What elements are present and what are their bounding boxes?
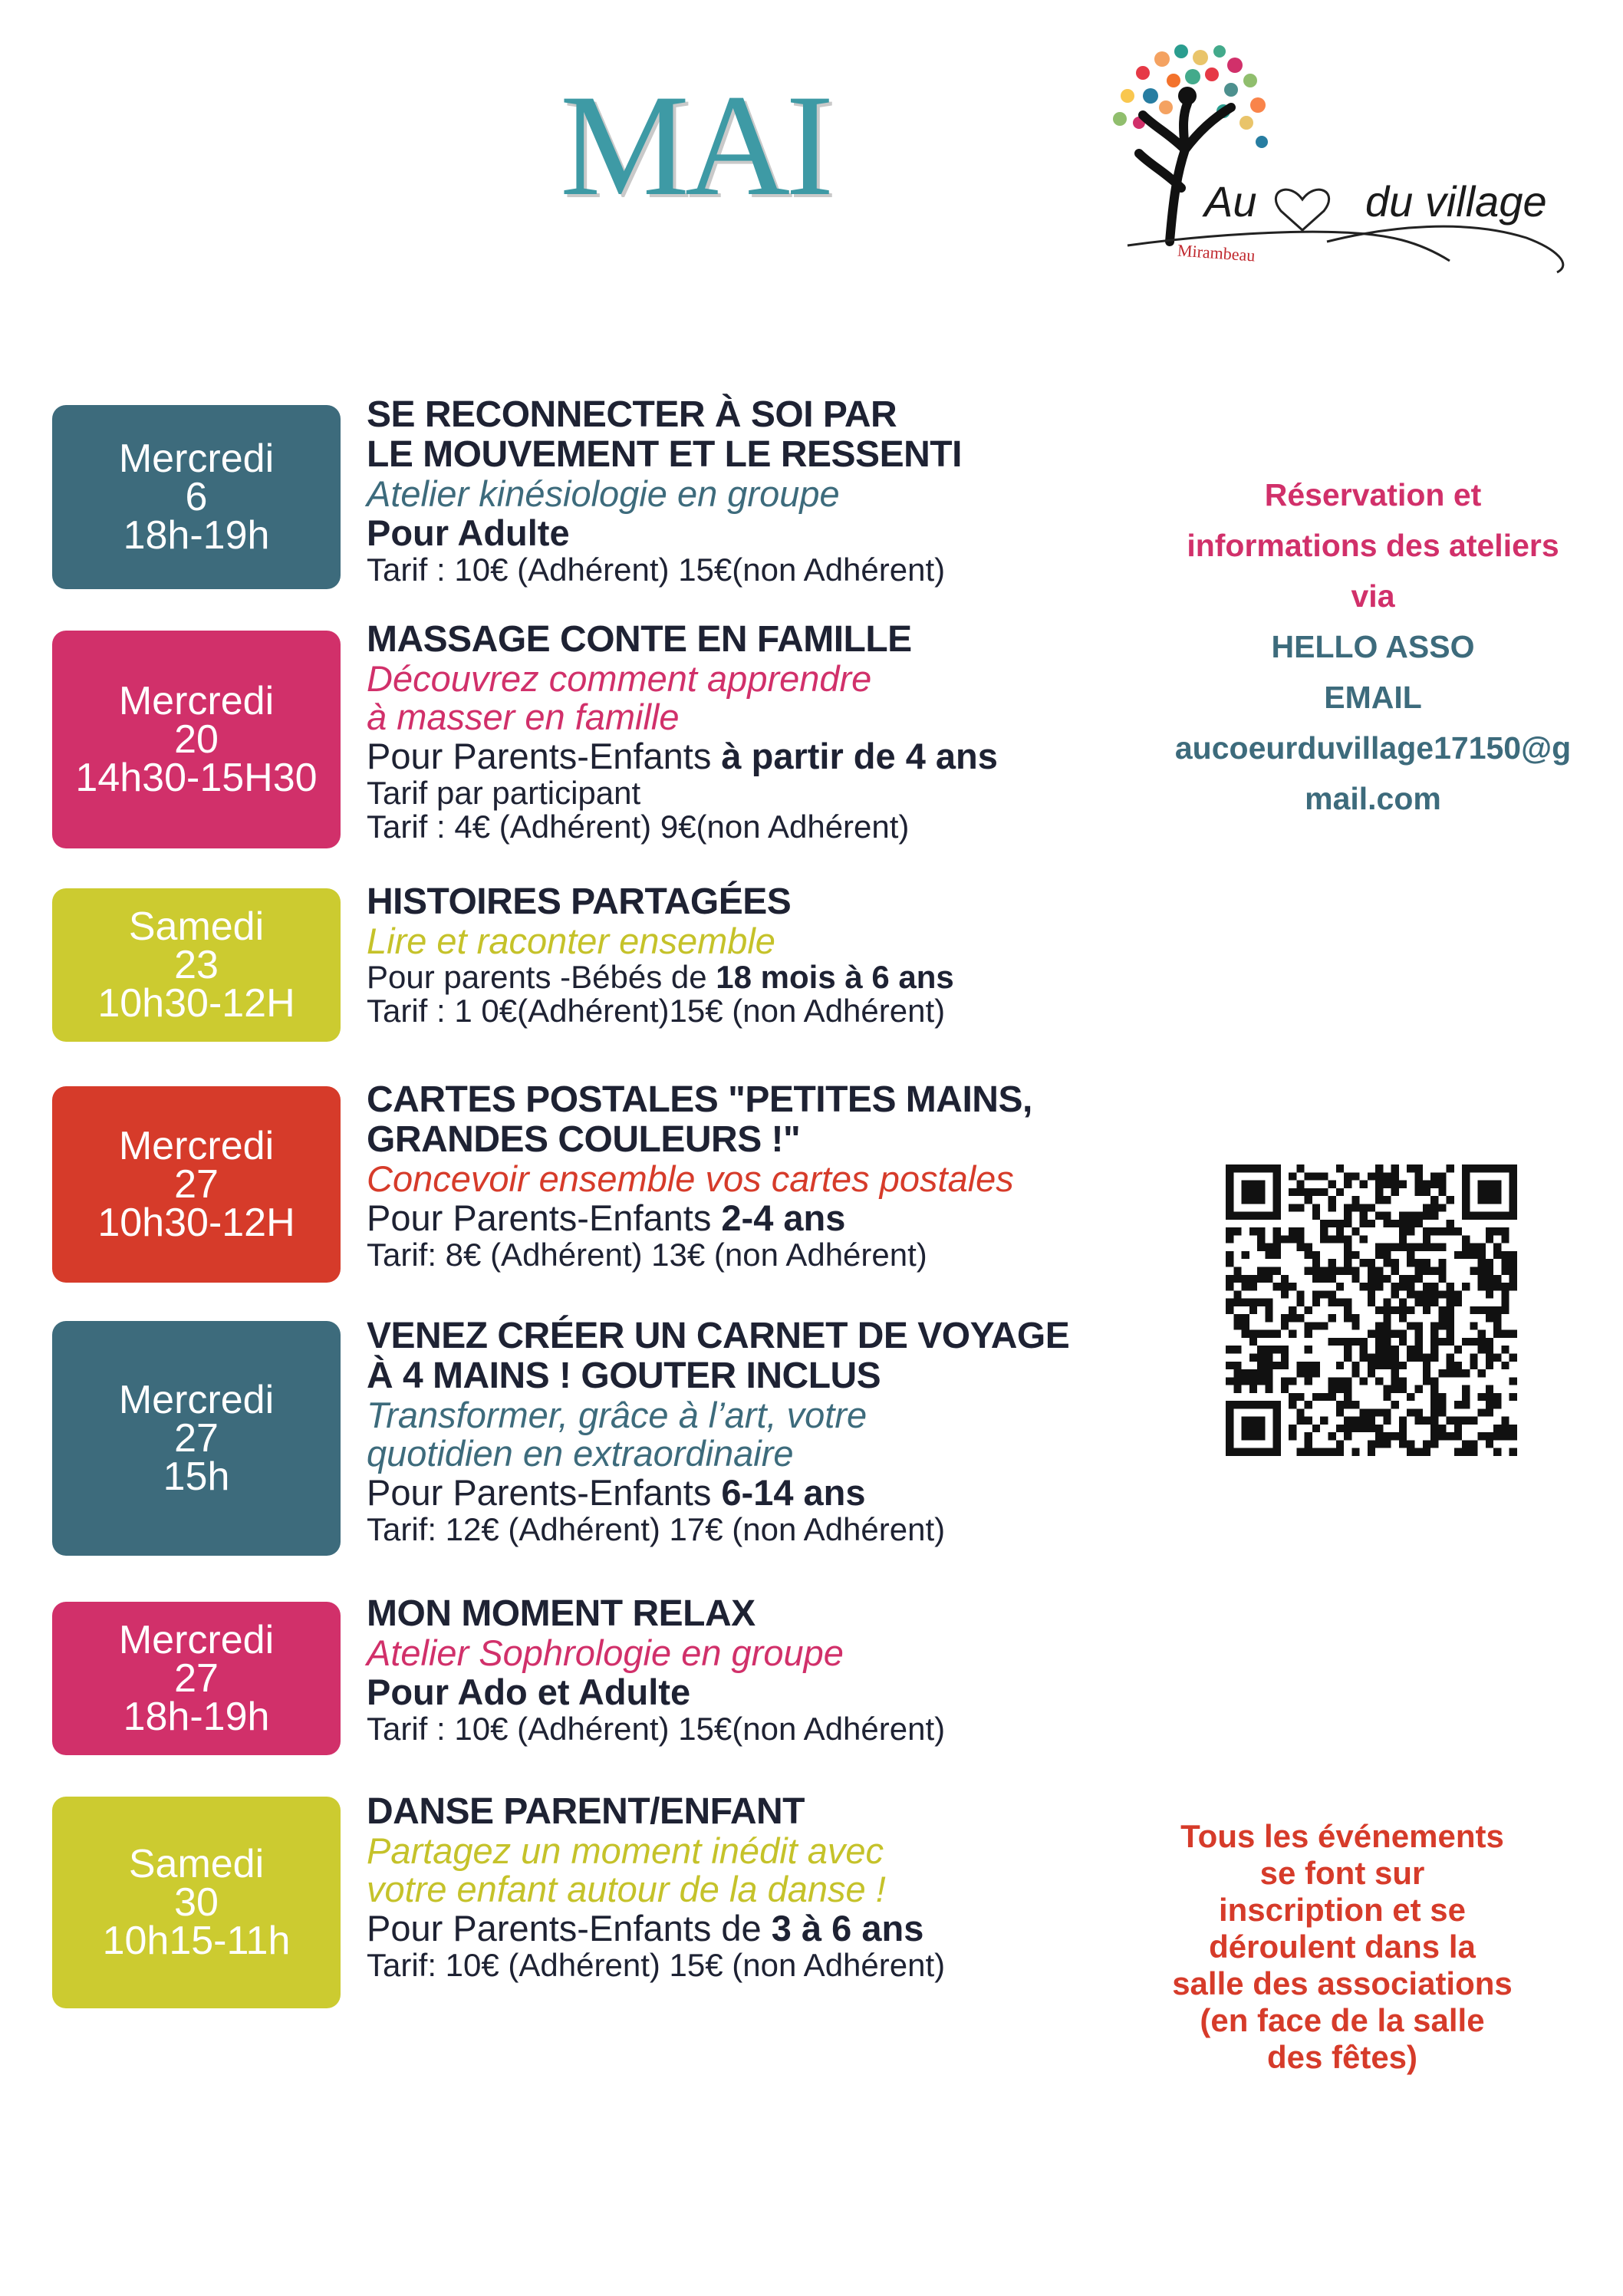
event-audience: Pour Parents-Enfants à partir de 4 ans: [367, 736, 998, 776]
event-title: GRANDES COULEURS !": [367, 1119, 801, 1160]
event-details: [367, 1792, 1180, 1982]
event-title: SE RECONNECTER À SOI PAR: [367, 394, 897, 435]
contact-line: HELLO ASSO: [1271, 629, 1475, 664]
event-details: [367, 620, 1180, 844]
event-date: 30: [174, 1880, 219, 1925]
month-title: MAI: [560, 65, 830, 226]
note-line: se font sur: [1259, 1855, 1425, 1891]
event-audience: Pour Parents-Enfants de 3 à 6 ans: [367, 1908, 924, 1948]
note-line: déroulent dans la: [1209, 1929, 1476, 1965]
event-subtitle: Concevoir ensemble vos cartes postales: [367, 1158, 1014, 1199]
event-title: MON MOMENT RELAX: [367, 1593, 756, 1634]
event-details: [367, 882, 1180, 1028]
event-audience: Pour parents -Bébés de 18 mois à 6 ans: [367, 959, 954, 995]
event-time: 15h: [163, 1454, 230, 1499]
event-tarif: Tarif : 1 0€(Adhérent)15€ (non Adhérent): [367, 993, 946, 1029]
qr-code-icon: [1226, 1164, 1517, 1456]
event-tarif: Tarif par participant: [367, 775, 641, 811]
event-details: [367, 1316, 1180, 1547]
note-line: (en face de la salle: [1200, 2002, 1485, 2038]
event-title: LE MOUVEMENT ET LE RESSENTI: [367, 434, 962, 475]
logo-text-village: du village: [1365, 177, 1547, 226]
event-audience: Pour Parents-Enfants 2-4 ans: [367, 1197, 846, 1238]
event-time: 18h-19h: [123, 1695, 270, 1739]
email-address-cont[interactable]: mail.com: [1305, 781, 1441, 816]
event-time: 10h15-11h: [102, 1919, 291, 1963]
note-line: des fêtes): [1266, 2039, 1418, 2075]
tree-icon: [1097, 42, 1588, 288]
reservation-line: informations des ateliers: [1187, 528, 1559, 563]
event-tarif: Tarif: 12€ (Adhérent) 17€ (non Adhérent): [367, 1511, 946, 1547]
event-tarif: Tarif: 8€ (Adhérent) 13€ (non Adhérent): [367, 1237, 927, 1273]
event-time: 18h-19h: [123, 513, 270, 558]
event-details: [367, 395, 1180, 587]
event-details: [367, 1594, 1180, 1746]
event-time: 10h30-12H: [97, 1201, 295, 1245]
event-subtitle: votre enfant autour de la danse !: [367, 1869, 886, 1909]
event-day: Mercredi: [118, 1618, 275, 1662]
event-date-badge: [52, 888, 341, 1042]
note-line: Tous les événements: [1180, 1818, 1504, 1854]
event-title: VENEZ CRÉER UN CARNET DE VOYAGE: [367, 1316, 1070, 1356]
event-day: Mercredi: [118, 1378, 275, 1422]
event-day: Samedi: [128, 904, 265, 949]
event-subtitle: quotidien en extraordinaire: [367, 1433, 794, 1474]
event-date-badge: [52, 1321, 341, 1556]
event-date: 27: [174, 1656, 219, 1701]
event-day: Mercredi: [118, 436, 275, 481]
note-line: salle des associations: [1172, 1965, 1513, 2001]
event-date-badge: [52, 405, 341, 589]
event-subtitle: Découvrez comment apprendre: [367, 658, 872, 699]
note-line: inscription et se: [1218, 1892, 1467, 1928]
event-audience: Pour Parents-Enfants 6-14 ans: [367, 1472, 866, 1513]
logo-town: Mirambeau: [1177, 240, 1256, 265]
event-tarif: Tarif: 10€ (Adhérent) 15€ (non Adhérent): [367, 1947, 946, 1983]
event-audience: Pour Adulte: [367, 512, 570, 553]
contact-line: EMAIL: [1324, 680, 1422, 715]
event-time: 10h30-12H: [97, 981, 295, 1026]
event-title: MASSAGE CONTE EN FAMILLE: [367, 619, 912, 660]
logo-text-au: Au: [1204, 177, 1257, 226]
event-subtitle: à masser en famille: [367, 697, 680, 737]
event-tarif: Tarif : 4€ (Adhérent) 9€(non Adhérent): [367, 809, 910, 845]
event-subtitle: Atelier kinésiologie en groupe: [367, 473, 840, 514]
reservation-info: [1151, 469, 1595, 824]
event-audience: Pour Ado et Adulte: [367, 1672, 691, 1712]
event-subtitle: Transformer, grâce à l’art, votre: [367, 1395, 867, 1435]
event-date-badge: [52, 1086, 341, 1283]
event-date-badge: [52, 631, 341, 848]
email-address[interactable]: aucoeurduvillage17150@g: [1174, 730, 1572, 766]
association-logo: [1097, 42, 1588, 288]
event-date: 20: [174, 717, 219, 762]
event-tarif: Tarif : 10€ (Adhérent) 15€(non Adhérent): [367, 552, 946, 588]
event-date: 23: [174, 943, 219, 987]
event-date: 27: [174, 1416, 219, 1461]
event-subtitle: Atelier Sophrologie en groupe: [367, 1632, 844, 1673]
event-subtitle: Lire et raconter ensemble: [367, 921, 775, 961]
event-day: Samedi: [128, 1842, 265, 1886]
reservation-line: Réservation et: [1264, 477, 1482, 512]
event-title: DANSE PARENT/ENFANT: [367, 1791, 805, 1832]
event-time: 14h30-15H30: [75, 756, 318, 800]
qr-code[interactable]: [1226, 1164, 1517, 1456]
event-date-badge: [52, 1602, 341, 1755]
reservation-line: via: [1351, 578, 1395, 614]
event-title: À 4 MAINS ! GOUTER INCLUS: [367, 1356, 881, 1396]
event-title: HISTOIRES PARTAGÉES: [367, 881, 792, 922]
event-title: CARTES POSTALES "PETITES MAINS,: [367, 1079, 1032, 1120]
event-date: 27: [174, 1162, 219, 1207]
event-tarif: Tarif : 10€ (Adhérent) 15€(non Adhérent): [367, 1711, 946, 1747]
event-day: Mercredi: [118, 679, 275, 723]
event-subtitle: Partagez un moment inédit avec: [367, 1830, 884, 1871]
event-date-badge: [52, 1797, 341, 2008]
registration-note: [1112, 1818, 1572, 2076]
event-date: 6: [185, 475, 208, 519]
event-day: Mercredi: [118, 1124, 275, 1168]
event-details: [367, 1080, 1180, 1272]
